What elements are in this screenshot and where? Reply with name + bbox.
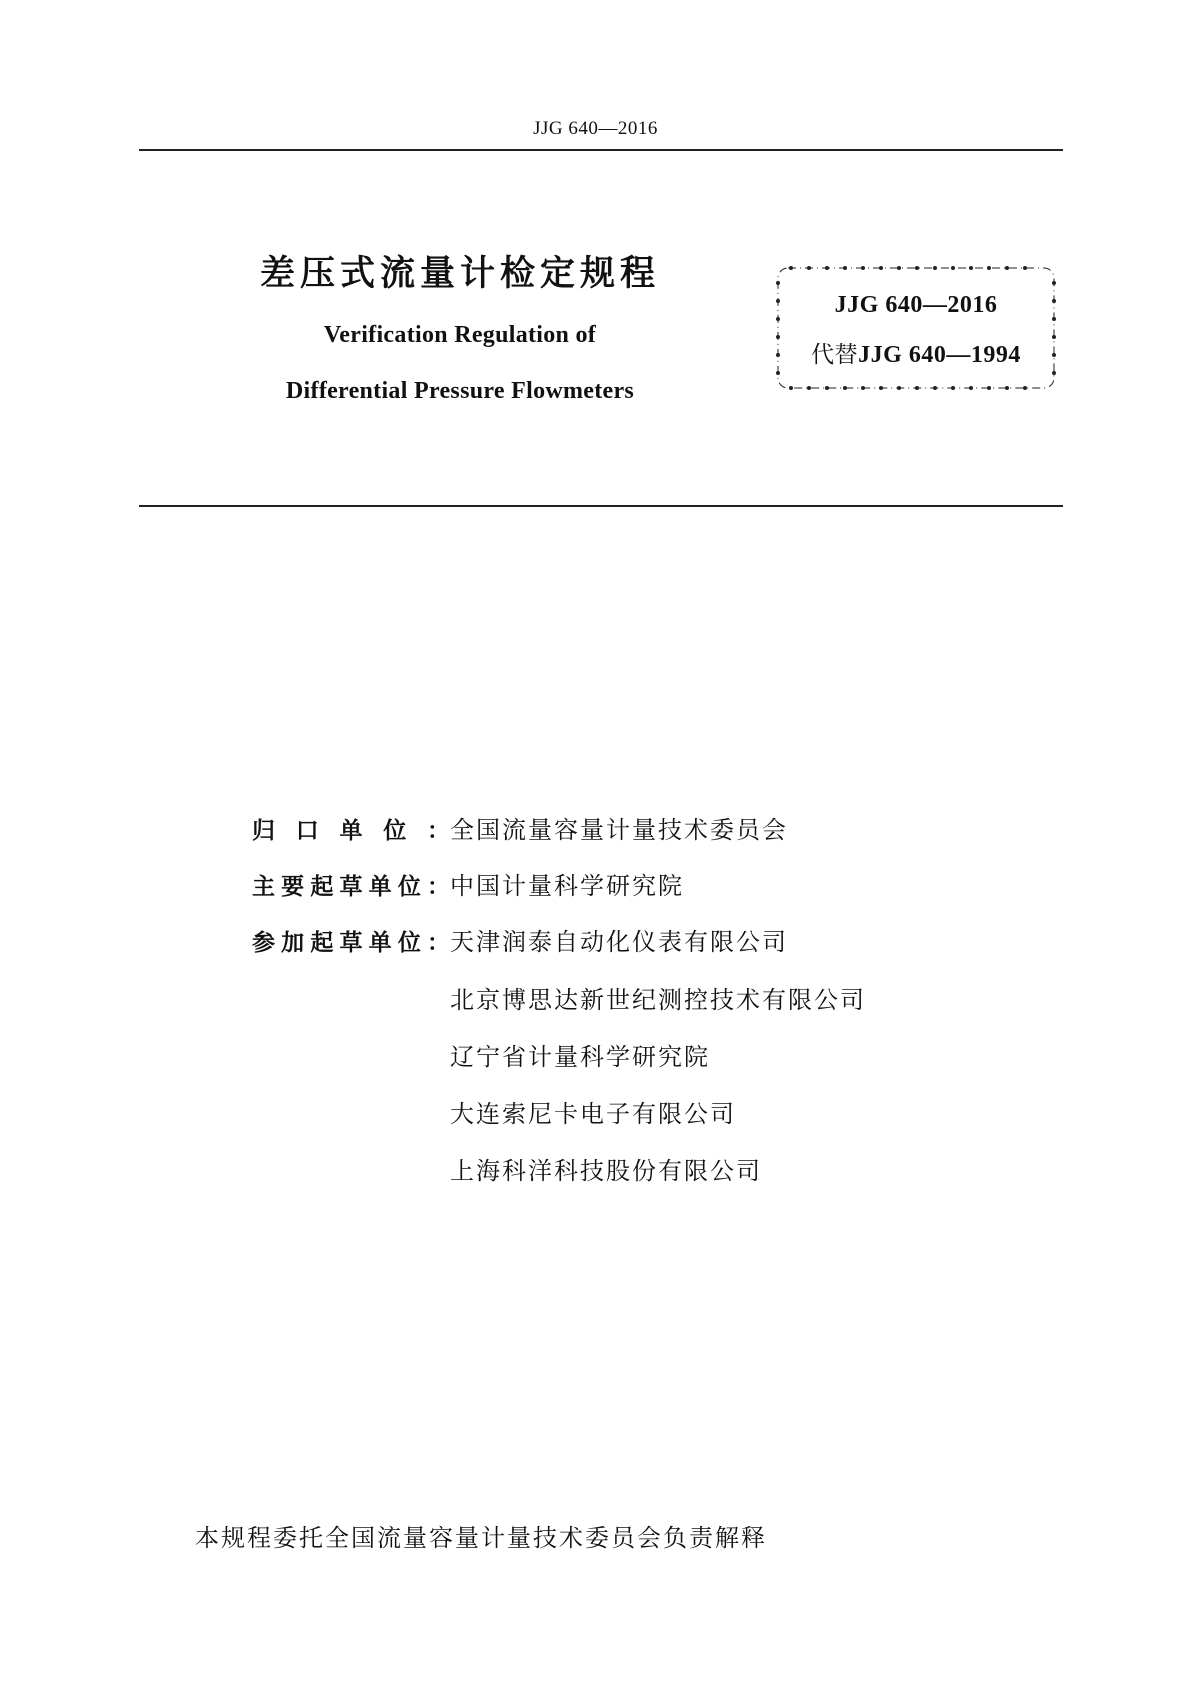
participants-row [252, 922, 788, 957]
participant-item: 辽宁省计量科学研究院 [450, 1043, 710, 1071]
responsible-unit-value: 全国流量容量计量技术委员会 [450, 816, 788, 844]
participant-item: 上海科洋科技股份有限公司 [450, 1157, 762, 1185]
running-header: JJG 640—2016 [533, 118, 658, 139]
participant-item: 大连索尼卡电子有限公司 [450, 1100, 736, 1128]
title-chinese: 差压式流量计检定规程 [259, 254, 660, 294]
main-drafter-label: 主要起草单位： [252, 874, 450, 900]
interpretation-note: 本规程委托全国流量容量计量技术委员会负责解释 [195, 1524, 767, 1552]
standard-code: JJG 640—2016 [834, 292, 998, 318]
participant-item: 北京博思达新世纪测控技术有限公司 [450, 986, 866, 1014]
replaces-code: JJG 640—1994 [858, 342, 1021, 368]
replaces-prefix: 代替 [811, 342, 859, 368]
participants-label: 参加起草单位： [252, 930, 450, 956]
title-rule [139, 505, 1063, 507]
decorative-dotted-frame [775, 265, 1057, 391]
participant-item: 天津润泰自动化仪表有限公司 [450, 928, 788, 956]
standard-code-box [775, 265, 1057, 391]
header-rule [139, 149, 1063, 151]
main-drafter-value: 中国计量科学研究院 [450, 872, 684, 900]
responsible-unit-label: 归口单位： [252, 818, 450, 844]
responsible-unit-row [252, 810, 788, 845]
replaces-line [775, 336, 1057, 369]
title-english-line1: Verification Regulation of [323, 322, 597, 348]
title-english-line2: Differential Pressure Flowmeters [285, 378, 635, 404]
main-drafter-row [252, 866, 684, 901]
